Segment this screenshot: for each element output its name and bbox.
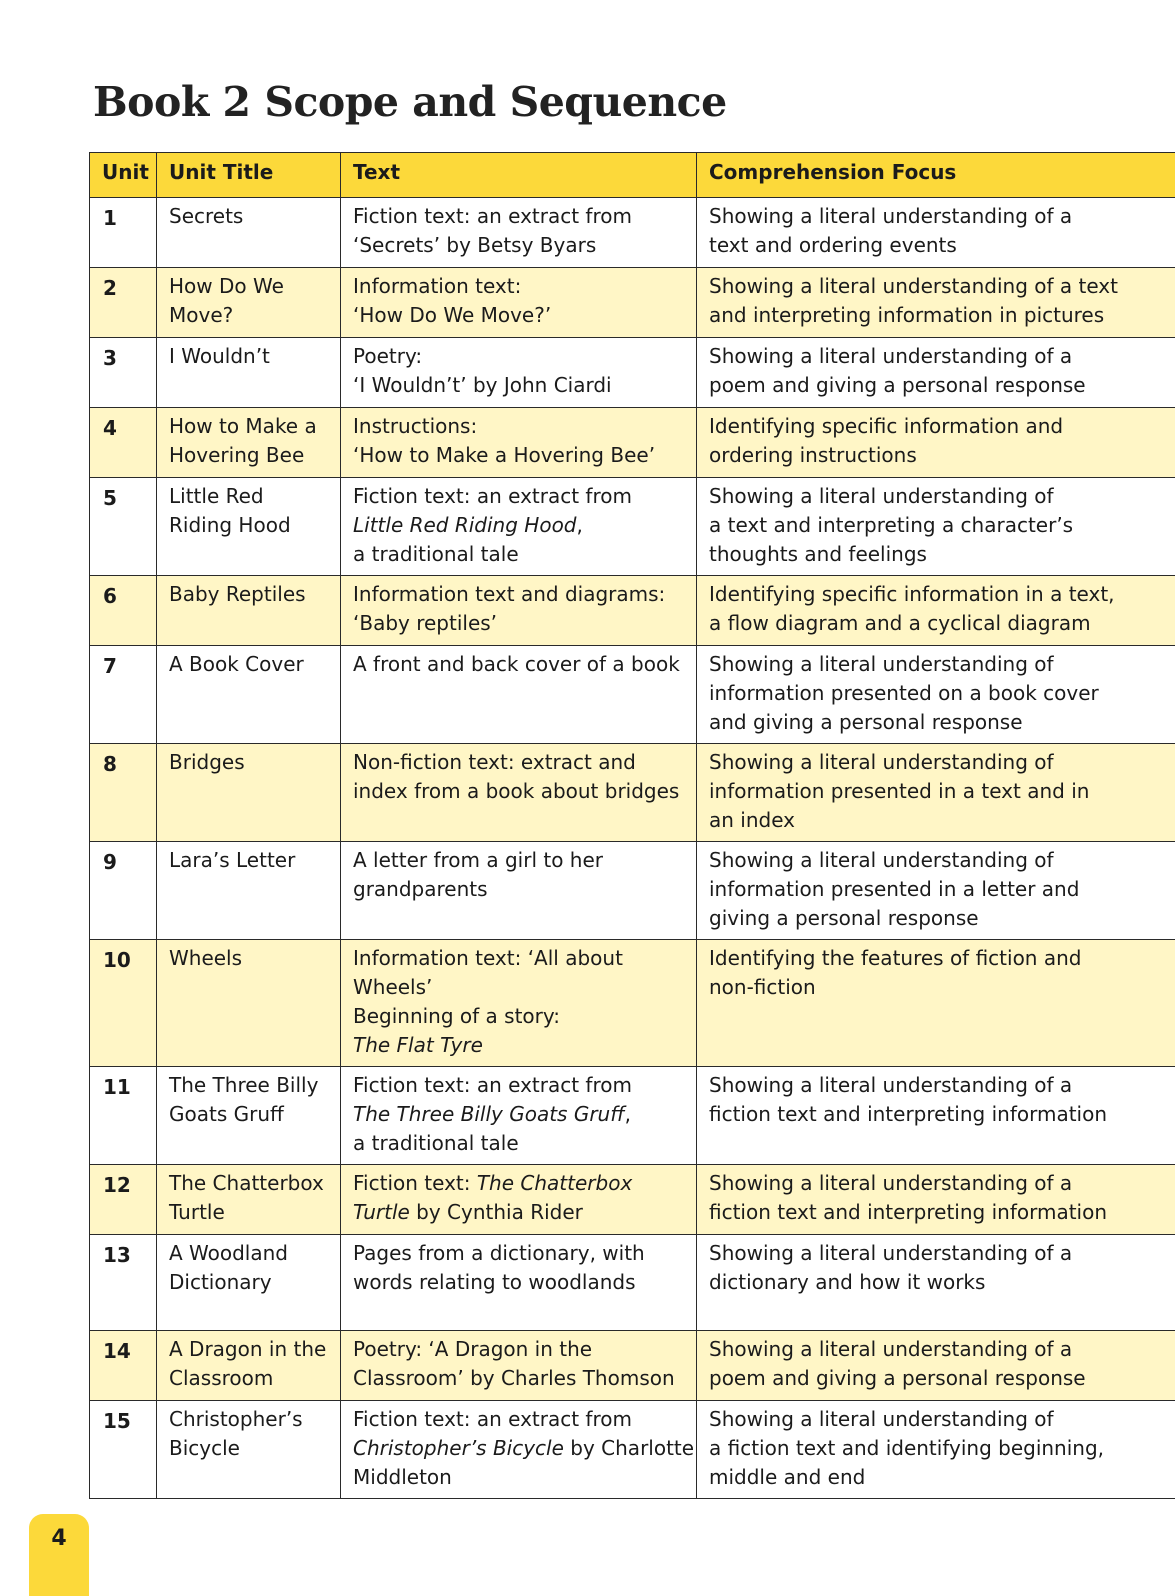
text-description-line <box>353 342 686 371</box>
unit-title <box>157 338 341 408</box>
unit-number: 1 <box>90 198 157 268</box>
text-description <box>341 646 697 744</box>
text-run: ‘How Do We Move?’ <box>353 303 552 327</box>
comprehension-focus-line: Showing a literal understanding of a <box>709 344 1073 368</box>
text-description <box>341 1235 697 1331</box>
table-row <box>90 268 1175 338</box>
comprehension-focus-line: and giving a personal response <box>709 710 1023 734</box>
comprehension-focus-line: Identifying specific information and <box>709 414 1064 438</box>
table-row <box>90 198 1175 268</box>
text-run: Beginning of a story: <box>353 1004 561 1028</box>
text-run: Poetry: <box>353 344 423 368</box>
comprehension-focus-line: Showing a literal understanding of <box>709 652 1054 676</box>
comprehension-focus-line: information presented in a text and in <box>709 779 1090 803</box>
table-row <box>90 408 1175 478</box>
comprehension-focus <box>697 1165 1175 1235</box>
comprehension-focus <box>697 940 1175 1067</box>
comprehension-focus-line: and interpreting information in pictures <box>709 303 1105 327</box>
comprehension-focus-line: giving a personal response <box>709 906 979 930</box>
work-title: The Flat Tyre <box>353 1033 483 1057</box>
table-row <box>90 1401 1175 1499</box>
text-description-line <box>353 1239 686 1268</box>
scope-sequence-table <box>89 152 1175 1499</box>
text-run: index from a book about bridges <box>353 779 680 803</box>
work-title: Christopher’s Bicycle <box>353 1436 564 1460</box>
text-description-line <box>353 1100 686 1129</box>
table-header-row <box>90 153 1175 198</box>
comprehension-focus <box>697 478 1175 576</box>
unit-title-line: The Chatterbox <box>169 1171 324 1195</box>
text-description-line <box>353 1335 686 1364</box>
text-run: Fiction text: <box>353 1171 477 1195</box>
comprehension-focus-line: Showing a literal understanding of a text <box>709 274 1118 298</box>
comprehension-focus-line: ordering instructions <box>709 443 917 467</box>
text-run: Middleton <box>353 1465 452 1489</box>
text-description-line <box>353 609 686 638</box>
unit-title <box>157 1067 341 1165</box>
unit-title <box>157 744 341 842</box>
text-description-line <box>353 231 686 260</box>
text-run: ‘How to Make a Hovering Bee’ <box>353 443 656 467</box>
unit-number: 5 <box>90 478 157 576</box>
unit-number: 13 <box>90 1235 157 1331</box>
text-run: Fiction text: an extract from <box>353 484 632 508</box>
unit-number: 12 <box>90 1165 157 1235</box>
unit-title-line: Secrets <box>169 204 244 228</box>
text-run: by Cynthia Rider <box>409 1200 583 1224</box>
unit-title <box>157 198 341 268</box>
comprehension-focus-line: a text and interpreting a character’s <box>709 513 1074 537</box>
text-description <box>341 1401 697 1499</box>
comprehension-focus <box>697 1401 1175 1499</box>
text-run: , <box>576 513 583 537</box>
comprehension-focus <box>697 744 1175 842</box>
unit-title-line: Riding Hood <box>169 513 291 537</box>
comprehension-focus <box>697 198 1175 268</box>
text-description-line <box>353 777 686 806</box>
unit-number: 9 <box>90 842 157 940</box>
unit-title-line: Bicycle <box>169 1436 240 1460</box>
comprehension-focus <box>697 408 1175 478</box>
text-description-line <box>353 540 686 569</box>
table-body <box>90 198 1175 1499</box>
unit-title-line: Lara’s Letter <box>169 848 296 872</box>
comprehension-focus-line: Showing a literal understanding of a <box>709 1073 1073 1097</box>
unit-title-line: A Book Cover <box>169 652 304 676</box>
text-description <box>341 268 697 338</box>
text-description-line <box>353 1169 686 1198</box>
unit-title <box>157 1165 341 1235</box>
text-description-line <box>353 371 686 400</box>
unit-title <box>157 842 341 940</box>
unit-title-line: Turtle <box>169 1200 225 1224</box>
table-row <box>90 1067 1175 1165</box>
comprehension-focus-line: thoughts and feelings <box>709 542 927 566</box>
unit-title-line: Move? <box>169 303 234 327</box>
text-run: a traditional tale <box>353 1131 519 1155</box>
text-description-line <box>353 1364 686 1393</box>
text-run: ‘I Wouldn’t’ by John Ciardi <box>353 373 612 397</box>
comprehension-focus-line: Showing a literal understanding of a <box>709 1337 1073 1361</box>
comprehension-focus <box>697 268 1175 338</box>
table-row <box>90 646 1175 744</box>
text-description-line <box>353 301 686 330</box>
text-description-line <box>353 1434 695 1463</box>
page-number-tab <box>29 1514 89 1596</box>
text-description <box>341 940 697 1067</box>
unit-title-line: How Do We <box>169 274 284 298</box>
text-run: Non-fiction text: extract and <box>353 750 636 774</box>
comprehension-focus-line: Showing a literal understanding of a <box>709 1241 1073 1265</box>
table-row <box>90 1235 1175 1331</box>
text-description <box>341 408 697 478</box>
text-run: Information text and diagrams: <box>353 582 666 606</box>
comprehension-focus-line: fiction text and interpreting information <box>709 1102 1108 1126</box>
unit-number: 8 <box>90 744 157 842</box>
text-description-line <box>353 202 686 231</box>
unit-number: 10 <box>90 940 157 1067</box>
comprehension-focus-line: Identifying specific information in a text, <box>709 582 1115 606</box>
unit-title <box>157 940 341 1067</box>
comprehension-focus-line: Showing a literal understanding of a <box>709 1171 1073 1195</box>
unit-title <box>157 1235 341 1331</box>
unit-number: 3 <box>90 338 157 408</box>
comprehension-focus-line: poem and giving a personal response <box>709 373 1086 397</box>
text-run: Information text: <box>353 274 522 298</box>
unit-title-line: A Dragon in the <box>169 1337 327 1361</box>
comprehension-focus-line: text and ordering events <box>709 233 957 257</box>
comprehension-focus <box>697 1235 1175 1331</box>
unit-title <box>157 1331 341 1401</box>
text-run: words relating to woodlands <box>353 1270 636 1294</box>
comprehension-focus-line: Showing a literal understanding of <box>709 1407 1054 1431</box>
text-run: A letter from a girl to her <box>353 848 604 872</box>
text-description-line <box>353 650 686 679</box>
comprehension-focus-line: Showing a literal understanding of a <box>709 204 1073 228</box>
header-unit: Unit <box>90 153 157 198</box>
text-description-line <box>353 1463 686 1492</box>
unit-number: 11 <box>90 1067 157 1165</box>
unit-title <box>157 646 341 744</box>
comprehension-focus-line: middle and end <box>709 1465 866 1489</box>
unit-title-line: How to Make a <box>169 414 317 438</box>
text-description-line <box>353 412 686 441</box>
text-description-line <box>353 748 686 777</box>
table-row <box>90 940 1175 1067</box>
unit-title <box>157 408 341 478</box>
comprehension-focus <box>697 338 1175 408</box>
unit-title-line: Little Red <box>169 484 264 508</box>
table-row <box>90 744 1175 842</box>
text-description-line <box>353 1268 686 1297</box>
text-run: ‘Baby reptiles’ <box>353 611 498 635</box>
text-run: ‘Secrets’ by Betsy Byars <box>353 233 597 257</box>
unit-number: 14 <box>90 1331 157 1401</box>
text-description-line <box>353 1198 686 1227</box>
text-description <box>341 478 697 576</box>
text-description <box>341 198 697 268</box>
text-run: A front and back cover of a book <box>353 652 680 676</box>
unit-title <box>157 1401 341 1499</box>
unit-title-line: Classroom <box>169 1366 274 1390</box>
text-description <box>341 1067 697 1165</box>
text-description <box>341 744 697 842</box>
work-title: Turtle <box>353 1200 410 1224</box>
text-run: Instructions: <box>353 414 478 438</box>
unit-title-line: Baby Reptiles <box>169 582 306 606</box>
text-description-line <box>353 1031 686 1060</box>
comprehension-focus <box>697 1067 1175 1165</box>
work-title: The Chatterbox <box>476 1171 633 1195</box>
text-run: by Charlotte <box>563 1436 695 1460</box>
page-number: 4 <box>51 1526 67 1551</box>
unit-title-line: The Three Billy <box>169 1073 319 1097</box>
comprehension-focus-line: a fiction text and identifying beginning, <box>709 1436 1105 1460</box>
header-comprehension-focus: Comprehension Focus <box>697 153 1175 198</box>
comprehension-focus-line: Showing a literal understanding of <box>709 484 1054 508</box>
unit-number: 15 <box>90 1401 157 1499</box>
table-row <box>90 338 1175 408</box>
text-description <box>341 338 697 408</box>
unit-title-line: I Wouldn’t <box>169 344 270 368</box>
text-description-line <box>353 272 686 301</box>
text-description-line <box>353 1405 686 1434</box>
unit-title <box>157 576 341 646</box>
text-description <box>341 1165 697 1235</box>
text-description-line <box>353 1071 686 1100</box>
comprehension-focus <box>697 842 1175 940</box>
comprehension-focus-line: information presented on a book cover <box>709 681 1099 705</box>
text-run: Fiction text: an extract from <box>353 1407 632 1431</box>
text-description-line <box>353 973 686 1002</box>
text-run: Fiction text: an extract from <box>353 204 632 228</box>
header-text: Text <box>341 153 697 198</box>
unit-title <box>157 478 341 576</box>
unit-title-line: A Woodland <box>169 1241 288 1265</box>
unit-number: 4 <box>90 408 157 478</box>
page-title: Book 2 Scope and Sequence <box>93 78 727 126</box>
text-run: , <box>624 1102 632 1126</box>
text-description-line <box>353 875 686 904</box>
comprehension-focus-line: non-fiction <box>709 975 816 999</box>
text-description-line <box>353 580 686 609</box>
text-run: Classroom’ by Charles Thomson <box>353 1366 675 1390</box>
header-unit-title: Unit Title <box>157 153 341 198</box>
comprehension-focus-line: dictionary and how it works <box>709 1270 986 1294</box>
comprehension-focus-line: information presented in a letter and <box>709 877 1080 901</box>
text-run: Wheels’ <box>353 975 433 999</box>
text-run: grandparents <box>353 877 488 901</box>
text-run: Fiction text: an extract from <box>353 1073 632 1097</box>
work-title: The Three Billy Goats Gruff <box>353 1102 625 1126</box>
comprehension-focus-line: poem and giving a personal response <box>709 1366 1086 1390</box>
unit-title-line: Wheels <box>169 946 243 970</box>
text-description-line <box>353 944 686 973</box>
comprehension-focus-line: Showing a literal understanding of <box>709 848 1054 872</box>
text-description <box>341 576 697 646</box>
text-description-line <box>353 1002 686 1031</box>
comprehension-focus-line: fiction text and interpreting information <box>709 1200 1108 1224</box>
table-row <box>90 842 1175 940</box>
unit-title-line: Christopher’s <box>169 1407 303 1431</box>
unit-title-line: Bridges <box>169 750 245 774</box>
unit-title-line: Hovering Bee <box>169 443 305 467</box>
unit-number: 6 <box>90 576 157 646</box>
text-run: a traditional tale <box>353 542 519 566</box>
text-description-line <box>353 482 686 511</box>
text-description <box>341 842 697 940</box>
text-run: Pages from a dictionary, with <box>353 1241 645 1265</box>
comprehension-focus-line: Showing a literal understanding of <box>709 750 1054 774</box>
comprehension-focus <box>697 1331 1175 1401</box>
table-row <box>90 478 1175 576</box>
text-description-line <box>353 846 686 875</box>
table-row <box>90 1331 1175 1401</box>
comprehension-focus-line: a flow diagram and a cyclical diagram <box>709 611 1091 635</box>
unit-number: 2 <box>90 268 157 338</box>
table-row <box>90 1165 1175 1235</box>
unit-title-line: Dictionary <box>169 1270 272 1294</box>
comprehension-focus-line: Identifying the features of fiction and <box>709 946 1082 970</box>
text-run: Poetry: ‘A Dragon in the <box>353 1337 593 1361</box>
text-description-line <box>353 511 686 540</box>
text-description <box>341 1331 697 1401</box>
comprehension-focus <box>697 576 1175 646</box>
table-row <box>90 576 1175 646</box>
work-title: Little Red Riding Hood <box>353 513 577 537</box>
unit-title <box>157 268 341 338</box>
text-description-line <box>353 1129 686 1158</box>
comprehension-focus <box>697 646 1175 744</box>
unit-number: 7 <box>90 646 157 744</box>
text-description-line <box>353 441 686 470</box>
unit-title-line: Goats Gruff <box>169 1102 284 1126</box>
text-run: Information text: ‘All about <box>353 946 623 970</box>
comprehension-focus-line: an index <box>709 808 796 832</box>
